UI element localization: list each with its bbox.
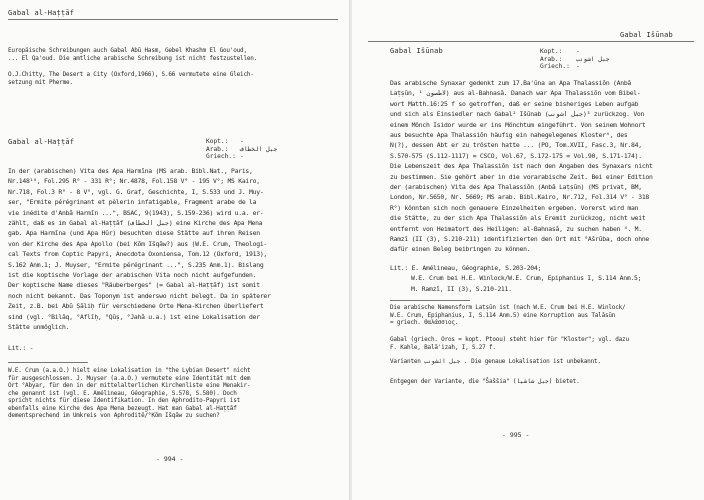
top-note-line: ... El Qa'oud. Die amtliche arabische Schreibung ist nicht festzustellen. <box>8 54 258 62</box>
body-line: ist die koptische Vorlage der arabischen Vita noch nicht aufgefunden. <box>8 271 257 279</box>
meta-value: - <box>576 48 580 55</box>
running-head-rule <box>8 19 338 20</box>
meta-value: جبل الخطاف <box>240 145 278 153</box>
literature-right: Lit.: E. Amélineau, Géographie, S.203-204; <box>390 264 542 272</box>
entry-meta-keys <box>540 48 570 71</box>
footnote-line: che genannt ist (vgl. E. Amélineau, Géographie, S.578, S.580). Doch <box>8 389 237 397</box>
footnote-line: Die arabische Namensform Laṭṣūn ist (nach W.E. Crum bei H.E. Winlock/ <box>390 304 626 311</box>
body-line: dafür einen Beleg beibringen zu können. <box>390 245 531 254</box>
running-head-rule <box>368 41 694 42</box>
body-line: von der Kirche des Apa Apollo (bei Kōm Išqāw?) aus (W.E. Crum, Theologi- <box>8 239 268 248</box>
body-line: S.162 Anm.1; J. Muyser, "Ermite pérégrinant ...", S.235 Anm.1). Bislang <box>8 260 264 269</box>
entry-title-right: Gabal Išūnab <box>390 47 443 55</box>
page-number-left: - 994 - <box>156 455 184 463</box>
body-line: der (arabischen) Vita des Apa Thalassiōn (Anbā Laṭṣūn) (MS privat, BM, <box>390 183 642 191</box>
body-line: sind (vgl. °Bilāq, °Aflīḥ, °Qūṣ, °Jahā u.a.) ist eine Lokalisation der <box>8 312 260 321</box>
meta-key: Griech.: <box>206 153 236 160</box>
body-line: Die Lebenszeit des Apa Thalassiōn ist nach den Angaben des Synaxars nicht <box>390 162 653 171</box>
body-line: Nr.718, Fol.3 R° - 8 V°, vgl. G. Graf, Geschichte, I, S.533 und J. Muy- <box>8 187 264 196</box>
body-line: aus besuchte Apa Thalassiōn häufig ein nahegelegenes Kloster⁴, des <box>390 131 628 139</box>
body-line: Zeit, z.B. bei Abū Ṣāliḥ für verschiedene Orte Mena-Kirchen überliefert <box>8 302 264 311</box>
body-line: zu bestimmen. Sie gehört aber in die vorarabische Zeit. Bei einer Edition <box>390 172 653 181</box>
footnote-rule <box>390 300 470 301</box>
literature-left: Lit.: - <box>8 344 34 352</box>
top-note-line: Europäische Schreibungen auch Gabal Abū Hasm, Gebel Khashm El Gou'oud, <box>8 47 247 54</box>
body-line: S.570-575 (S.112-1117) = CSCO, Vol.67, S.172-175 = Vol.90, S.171-174). <box>390 151 642 160</box>
body-line: vie inédite d'Anbā Harmīn ...", BSAC, 9(1943), S.159-236) wird u.a. er- <box>8 208 264 217</box>
body-line: London, Nr.5650, Nr. 5669; MS arab. Bibl.Kairo, Nr.712, Fol.314 V° - 318 <box>390 193 650 202</box>
body-line: Stätte unmöglich. <box>8 323 70 331</box>
entry-title-left: Gabal al-Haṭṭāf <box>8 138 75 146</box>
footnote-line: dementsprechend im Umkreis von Aphroditē/°Kōm Išqāw zu suchen? <box>8 412 220 419</box>
right-page <box>352 0 704 500</box>
entry-meta-values <box>240 138 277 161</box>
body-line: ser, "Ermite pérégrinant et pèlerin infatigable, Fragment arabe de la <box>8 198 257 207</box>
footnote-line: F. Kahle, Balā'izah, I, S.27 f. <box>390 343 496 351</box>
footnote-line: ebenfalls eine Kirche des Apa Mena bezeugt. Hat man Gabal al-Haṭṭāf <box>8 404 237 412</box>
body-line: Nr.148¹⁰, Fol.295 R° - 331 R°; Nr.4878, Fol.158 V° - 195 V°; MS Kairo, <box>8 177 260 186</box>
literature-right: W.E. Crum bei H.E. Winlock/W.E. Crum, Epiphanius I, S.114 Anm.5; <box>411 274 642 283</box>
footnote-line: = griech. Θαλάσσιος. <box>390 319 459 326</box>
meta-value: جبل اشونب <box>576 55 610 63</box>
body-line: noch nicht bekannt. Das Toponym ist anderswo nicht belegt. Da in späterer <box>8 291 271 300</box>
meta-key: Kopt.: <box>540 48 563 55</box>
meta-key: Arab.: <box>540 55 563 63</box>
running-head-right: Gabal Išūnab <box>620 31 673 39</box>
body-line: Laṭṣūn, لاطصون ¹) aus al-Bahnasā. Danach war Apa Thalassiōn vom Bibel- <box>390 89 641 98</box>
footnote-line: Varianten جبل ائشونب . Die genaue Lokalisation ist unbekannt. <box>390 358 601 365</box>
body-line: zählt, daß es im Gabal al-Haṭṭāf (جبل الخطاف) eine Kirche des Apa Mena <box>8 219 263 227</box>
entry-meta-keys <box>206 138 236 161</box>
page-number-right: - 995 - <box>502 431 530 439</box>
body-line: entfernt von Heimatort des Heiligen: al-Bahnasā, zu suchen haben ⁴. M. <box>390 224 642 233</box>
footnote-line: für ausgeschlossen. J. Muyser (a.a.O.) vermutete eine Identität mit dem <box>8 374 251 382</box>
body-line: N(?), dessen Abt er zu trösten hatte ... (PO, Tom.XVII, Fasc.3, Nr.84, <box>390 141 642 150</box>
meta-key: Griech.: <box>540 63 570 70</box>
body-line: Das arabische Synaxar gedenkt zum 17.Ba'ūna an Apa Thalassiōn (Anbā <box>390 79 632 87</box>
body-line: die Stätte, zu der sich Apa Thalassiōn als Eremit zurückzog, nicht weit <box>390 214 646 223</box>
meta-value: - <box>240 153 244 160</box>
literature-right: M. Ramzī, II (3), S.210-211. <box>411 284 512 293</box>
meta-value: - <box>240 138 244 145</box>
body-line: cal Texts from Coptic Papyri, Anecdota Oxoniensa, Tom.12 (Oxford, 1913), <box>8 250 268 259</box>
footnote-line: W.E. Crum (a.a.O.) hielt eine Lokalisation in "the Lybian Desert" nicht <box>8 367 251 374</box>
footnote-rule <box>8 362 88 363</box>
footnote-line: W.E. Crum, Epiphanius, I, S.114 Anm.5) eine Korruption aus Talāsūn <box>390 311 616 319</box>
footnote-line: Entgegen der Variante, die "Šaššia" (جبل شاشيا) bietet. <box>390 378 580 385</box>
body-line: und sich als Einsiedler nach Gabal² Išūnab (جبل اشونب)³ zurückzog. Von <box>390 110 645 119</box>
top-note-line: setzung mit Pherme. <box>8 78 73 86</box>
running-head-left: Gabal al-Haṭṭāf <box>8 9 75 17</box>
footnote-line: Ort °Abyar, für den in der mittelalterlichen Kirchenliste eine Menakir- <box>8 382 251 389</box>
body-line: Der koptische Name dieses "Räuberberges" (= Gabal al-Haṭṭāf) ist somit <box>8 281 260 290</box>
body-line: In der (arabischen) Vita des Apa Harmīna (MS arab. Bibl.Nat., Paris, <box>8 167 253 175</box>
left-page <box>0 0 350 500</box>
meta-key: Arab.: <box>206 145 229 153</box>
body-line: R°) könnten sich noch genauere Einzelheiten ergeben. Vorerst wird man <box>390 203 639 212</box>
body-line: gab. Apa Harmīna (und Apa Hūr) besuchten diese Stätte auf ihren Reisen <box>8 229 260 238</box>
top-note-line: O.J.Chitty, The Desert a City (Oxford,1966), S.66 vermutete eine Gleich- <box>8 71 254 78</box>
meta-key: Kopt.: <box>206 138 229 145</box>
body-line: einem Mönch Isidor wurde er ins Mönchtum eingeführt. Von seinem Wohnort <box>390 120 646 129</box>
meta-value: - <box>576 63 580 70</box>
body-line: wort Matth.16:25 f so getroffen, daß er seine bisheriges Leben aufgab <box>390 99 639 108</box>
entry-meta-values <box>576 48 610 71</box>
footnote-line: Gabal (griech. Oros = kopt. Ptoou) steht hier für "Kloster"; vgl. dazu <box>390 336 629 343</box>
footnote-line: spricht nichts für diese Identifikation. In den Aphrodito-Papyri ist <box>8 397 241 404</box>
body-line: Ramzī (II (3), S.210-211) identifizierten den Ort mit °Ašrūba, doch ohne <box>390 235 650 243</box>
